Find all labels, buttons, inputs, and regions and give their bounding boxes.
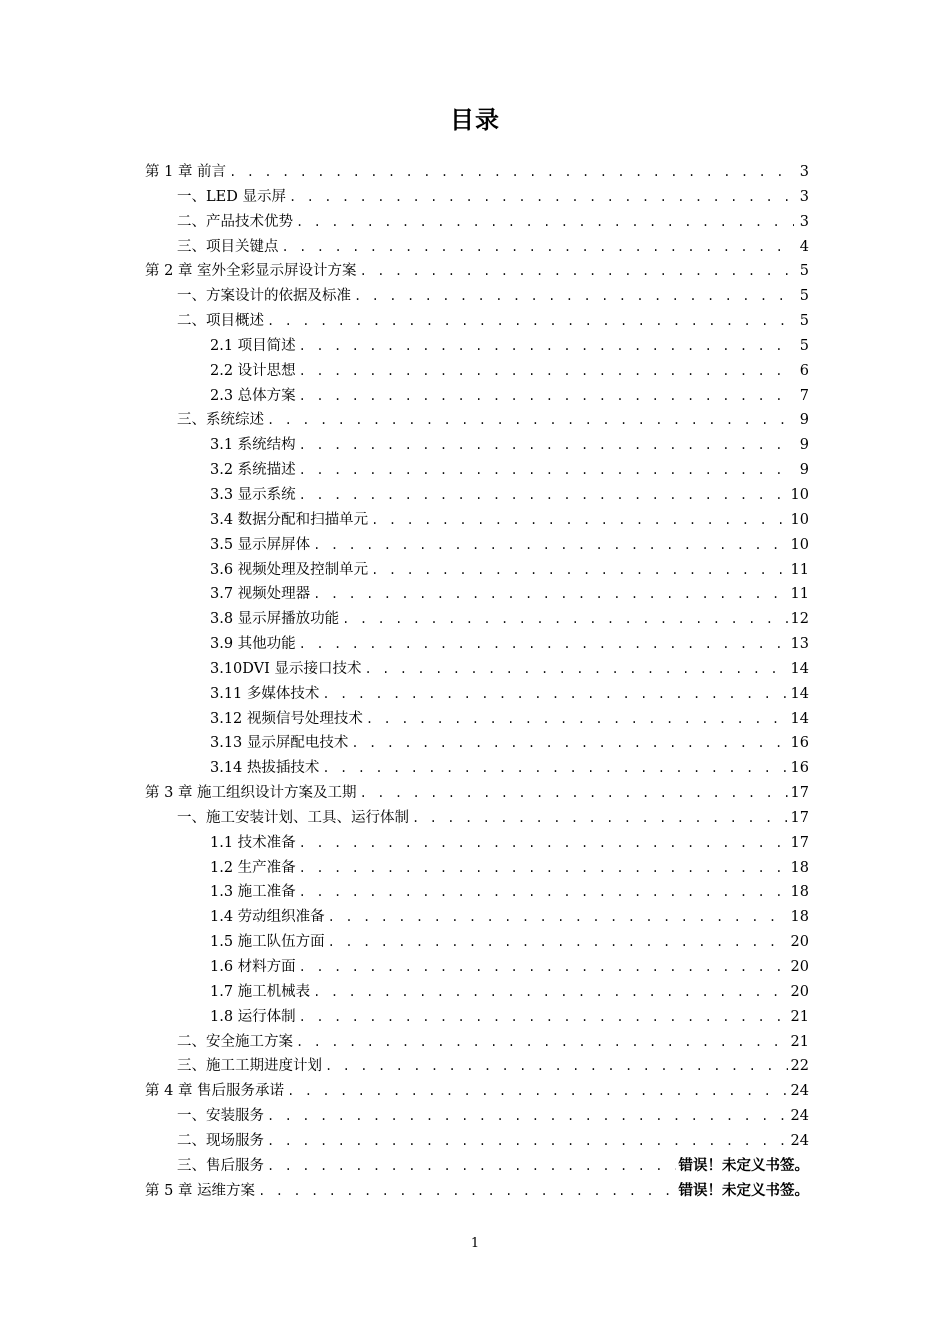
- toc-entry-label: 第 5 章 运维方案: [145, 1182, 256, 1199]
- toc-entry[interactable]: [145, 533, 809, 558]
- toc-entry-label: 1.7 施工机械表: [210, 983, 311, 1000]
- toc-entry-label: 3.1 系统结构: [210, 437, 296, 454]
- toc-entry[interactable]: [145, 259, 809, 284]
- toc-entry-page: 14: [790, 660, 809, 677]
- toc-entry[interactable]: [145, 831, 809, 856]
- toc-entry-label: 3.9 其他功能: [210, 636, 296, 653]
- toc-entry-label: 1.8 运行体制: [210, 1008, 296, 1025]
- toc-entry-page: 3: [799, 164, 809, 180]
- toc-entry[interactable]: [145, 309, 809, 334]
- toc-entry[interactable]: [145, 284, 809, 309]
- toc-entry[interactable]: [145, 1079, 809, 1104]
- toc-entry[interactable]: [145, 856, 809, 881]
- toc-entry[interactable]: [145, 731, 809, 756]
- toc-entry-label: 1.1 技术准备: [210, 834, 296, 851]
- toc-entry[interactable]: [145, 707, 809, 732]
- toc-entry[interactable]: [145, 632, 809, 657]
- dot-leader: [258, 1179, 675, 1204]
- toc-entry-page: 9: [799, 462, 809, 479]
- toc-entry-page: 6: [799, 362, 809, 379]
- toc-entry-page: 14: [790, 685, 809, 702]
- toc-entry[interactable]: [145, 210, 809, 235]
- dot-leader: [282, 235, 795, 260]
- toc-entry-page: 20: [790, 983, 809, 1000]
- toc-entry-label: 3.3 显示系统: [210, 486, 296, 503]
- toc-entry-label: 2.2 设计思想: [210, 362, 296, 379]
- toc-entry[interactable]: [145, 235, 809, 260]
- toc-entry[interactable]: [145, 930, 809, 955]
- dot-leader: [299, 880, 788, 905]
- dot-leader: [299, 955, 788, 980]
- dot-leader: [360, 259, 794, 284]
- toc-entry-page: 9: [799, 412, 809, 429]
- dot-leader: [299, 458, 794, 483]
- toc-entry-page: 13: [790, 636, 809, 653]
- toc-entry-label: 第 3 章 施工组织设计方案及工期: [145, 785, 357, 802]
- toc-list: [145, 160, 809, 1203]
- toc-entry[interactable]: [145, 905, 809, 930]
- toc-entry-page: 21: [790, 1033, 809, 1050]
- toc-entry[interactable]: [145, 1129, 809, 1154]
- toc-entry-label: 二、现场服务: [177, 1132, 264, 1149]
- toc-entry-label: 3.7 视频处理器: [210, 586, 311, 603]
- dot-leader: [267, 1154, 676, 1179]
- toc-entry-page: 20: [790, 959, 809, 975]
- dot-leader: [299, 334, 794, 359]
- toc-entry-page: 17: [790, 834, 809, 851]
- dot-leader: [267, 309, 794, 334]
- dot-leader: [296, 1030, 788, 1055]
- toc-entry-label: 3.2 系统描述: [210, 462, 296, 479]
- toc-entry-label: 二、项目概述: [177, 313, 264, 330]
- toc-entry-label: 1.3 施工准备: [210, 884, 296, 901]
- toc-entry-page: 3: [799, 188, 809, 205]
- toc-entry-page: 18: [790, 909, 809, 926]
- toc-entry-label: 一、施工安装计划、工具、运行体制: [177, 809, 409, 826]
- toc-entry-page: 24: [790, 1108, 809, 1125]
- dot-leader: [342, 607, 787, 632]
- dot-leader: [412, 806, 788, 831]
- dot-leader: [299, 632, 788, 657]
- toc-entry-label: 3.4 数据分配和扫描单元: [210, 511, 369, 528]
- toc-entry[interactable]: [145, 582, 809, 607]
- toc-entry[interactable]: [145, 483, 809, 508]
- dot-leader: [267, 408, 794, 433]
- toc-entry[interactable]: [145, 1005, 809, 1030]
- toc-entry[interactable]: [145, 359, 809, 384]
- toc-entry[interactable]: [145, 1030, 809, 1055]
- toc-entry-label: 第 4 章 售后服务承诺: [145, 1083, 285, 1100]
- dot-leader: [313, 582, 787, 607]
- toc-entry-label: 第 1 章 前言: [145, 164, 227, 180]
- toc-entry-page: 21: [790, 1008, 809, 1025]
- dot-leader: [289, 185, 794, 210]
- dot-leader: [322, 682, 787, 707]
- toc-entry-label: 3.8 显示屏播放功能: [210, 611, 340, 628]
- dot-leader: [287, 1079, 787, 1104]
- toc-entry[interactable]: [145, 955, 809, 980]
- toc-entry-page: 10: [790, 511, 809, 528]
- toc-entry[interactable]: [145, 433, 809, 458]
- toc-entry[interactable]: [145, 458, 809, 483]
- toc-entry[interactable]: [145, 1054, 809, 1079]
- toc-entry-page: 11: [790, 561, 809, 578]
- toc-entry-label: 2.3 总体方案: [210, 387, 296, 404]
- dot-leader: [328, 930, 788, 955]
- toc-entry-label: 3.11 多媒体技术: [210, 685, 320, 702]
- dot-leader: [354, 284, 794, 309]
- toc-entry[interactable]: [145, 806, 809, 831]
- toc-entry[interactable]: [145, 508, 809, 533]
- toc-entry-page: 3: [799, 213, 809, 230]
- toc-entry[interactable]: [145, 160, 809, 185]
- toc-entry-page: 16: [790, 760, 809, 777]
- toc-entry-page: 7: [799, 387, 809, 404]
- toc-entry-label: 3.13 显示屏配电技术: [210, 735, 349, 752]
- dot-leader: [351, 731, 787, 756]
- dot-leader: [299, 831, 788, 856]
- toc-entry-page: 5: [799, 263, 809, 280]
- toc-entry[interactable]: [145, 657, 809, 682]
- toc-entry-label: 二、安全施工方案: [177, 1033, 293, 1050]
- toc-entry-label: 3.5 显示屏屏体: [210, 536, 311, 553]
- toc-entry-page: 10: [790, 536, 809, 553]
- toc-entry-page: 5: [799, 313, 809, 330]
- toc-entry-page: 24: [790, 1132, 809, 1149]
- toc-entry-label: 3.12 视频信号处理技术: [210, 710, 363, 727]
- toc-title: 目录: [450, 105, 500, 134]
- toc-entry-page: 18: [790, 884, 809, 901]
- toc-entry[interactable]: [145, 682, 809, 707]
- toc-entry-page: 10: [790, 486, 809, 503]
- toc-entry-label: 三、项目关键点: [177, 238, 279, 255]
- toc-entry[interactable]: [145, 1154, 809, 1179]
- dot-leader: [371, 508, 787, 533]
- toc-entry-page: 16: [790, 735, 809, 752]
- dot-leader: [313, 980, 787, 1005]
- dot-leader: [371, 558, 787, 583]
- page-number-footer: 1: [470, 1236, 480, 1251]
- toc-entry-page: 17: [790, 809, 809, 826]
- dot-leader: [299, 483, 788, 508]
- toc-entry-page: 24: [790, 1083, 809, 1100]
- toc-entry[interactable]: [145, 334, 809, 359]
- dot-leader: [299, 384, 794, 409]
- toc-entry-page: 错误！未定义书签。: [678, 1157, 809, 1174]
- toc-entry[interactable]: [145, 756, 809, 781]
- dot-leader: [328, 905, 788, 930]
- toc-entry[interactable]: [145, 408, 809, 433]
- dot-leader: [267, 1129, 788, 1154]
- toc-entry-label: 三、系统综述: [177, 412, 264, 429]
- toc-entry-page: 5: [799, 288, 809, 305]
- toc-entry[interactable]: [145, 980, 809, 1005]
- toc-entry-page: 14: [790, 710, 809, 727]
- toc-entry-label: 3.14 热拔插技术: [210, 760, 320, 777]
- dot-leader: [299, 1005, 788, 1030]
- dot-leader: [364, 657, 787, 682]
- toc-entry-label: 3.10DVI 显示接口技术: [210, 660, 362, 677]
- toc-entry-page: 11: [790, 586, 809, 603]
- toc-entry-label: 一、安装服务: [177, 1108, 264, 1125]
- toc-entry-label: 1.4 劳动组织准备: [210, 909, 325, 926]
- toc-entry-page: 4: [799, 238, 809, 255]
- dot-leader: [322, 756, 787, 781]
- toc-entry-label: 一、LED 显示屏: [177, 188, 286, 205]
- dot-leader: [299, 359, 794, 384]
- toc-entry[interactable]: [145, 781, 809, 806]
- toc-entry-label: 三、售后服务: [177, 1157, 264, 1174]
- dot-leader: [299, 433, 794, 458]
- toc-entry-label: 二、产品技术优势: [177, 213, 293, 230]
- toc-entry-page: 12: [790, 611, 809, 628]
- toc-entry-page: 9: [799, 437, 809, 454]
- toc-entry[interactable]: [145, 558, 809, 583]
- dot-leader: [267, 1104, 788, 1129]
- toc-entry-label: 1.6 材料方面: [210, 959, 296, 975]
- toc-entry[interactable]: [145, 185, 809, 210]
- dot-leader: [360, 781, 788, 806]
- toc-entry-label: 第 2 章 室外全彩显示屏设计方案: [145, 263, 357, 280]
- toc-entry[interactable]: [145, 1104, 809, 1129]
- toc-entry-page: 18: [790, 859, 809, 876]
- toc-entry-page: 5: [799, 337, 809, 354]
- dot-leader: [229, 160, 794, 185]
- dot-leader: [325, 1054, 788, 1079]
- dot-leader: [366, 707, 788, 732]
- toc-entry-page: 17: [790, 785, 809, 802]
- toc-entry-label: 2.1 项目简述: [210, 337, 296, 354]
- toc-entry-label: 1.2 生产准备: [210, 859, 296, 876]
- toc-entry[interactable]: [145, 880, 809, 905]
- dot-leader: [313, 533, 787, 558]
- toc-entry-page: 20: [790, 934, 809, 951]
- toc-entry-label: 1.5 施工队伍方面: [210, 934, 325, 951]
- toc-entry-label: 3.6 视频处理及控制单元: [210, 561, 369, 578]
- toc-entry[interactable]: [145, 384, 809, 409]
- toc-entry-label: 一、方案设计的依据及标准: [177, 288, 351, 305]
- toc-entry-page: 错误！未定义书签。: [678, 1182, 809, 1199]
- toc-entry[interactable]: [145, 607, 809, 632]
- toc-entry-label: 三、施工工期进度计划: [177, 1058, 322, 1075]
- dot-leader: [299, 856, 788, 881]
- toc-entry-page: 22: [790, 1058, 809, 1075]
- dot-leader: [296, 210, 794, 235]
- toc-entry[interactable]: [145, 1179, 809, 1204]
